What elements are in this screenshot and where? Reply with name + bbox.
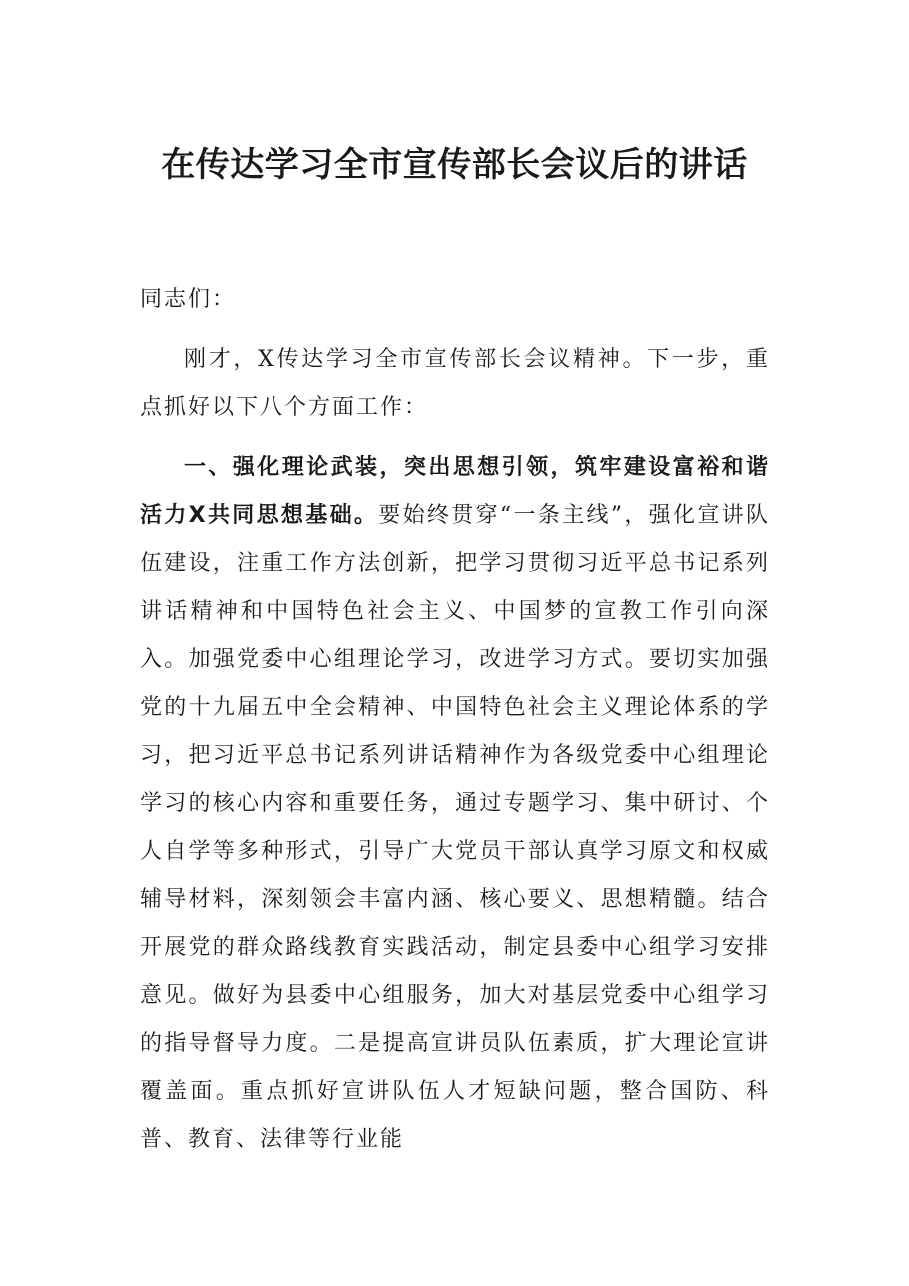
document-title: 在传达学习全市宣传部长会议后的讲话 bbox=[161, 145, 748, 185]
document-body bbox=[140, 276, 770, 1176]
section-1-body: 要始终贯穿“一条主线”，强化宣讲队伍建设，注重工作方法创新，把学习贯彻习近平总书记系列讲话精神和中国特色社会主义、中国梦的宣教工作引向深入。加强党委中心组理论学习，改进学习方式。要切实加强党的十九届五中全会精神、中国特色社会主义理论体系的学习，把习近平总书记系列讲话精神作为各级党委中心组理论学习的核心内容和重要任务，通过专题学习、集中研讨、个人自学等多种形式，引导广大党员干部认真学习原文和权威辅导材料，深刻领会丰富内涵、核心要义、思想精髓。结合开展党的群众路线教育实践活动，制定县委中心组学习安排意见。做好为县委中心组服务，加大对基层党委中心组学习的指导督导力度。二是提高宣讲员队伍素质，扩大理论宣讲覆盖面。重点抓好宣讲队伍人才短缺问题，整合国防、科普、教育、法律等行业能 bbox=[140, 503, 770, 1152]
section-1-heading: 一、强化理论武装，突出思想引领，筑牢建设富裕和谐活力X共同思想基础。 bbox=[140, 455, 770, 528]
intro-paragraph: 刚才，X传达学习全市宣传部长会议精神。下一步，重点抓好以下八个方面工作： bbox=[140, 347, 770, 420]
section-1-paragraph bbox=[140, 444, 770, 1164]
salutation: 同志们： bbox=[140, 287, 237, 312]
